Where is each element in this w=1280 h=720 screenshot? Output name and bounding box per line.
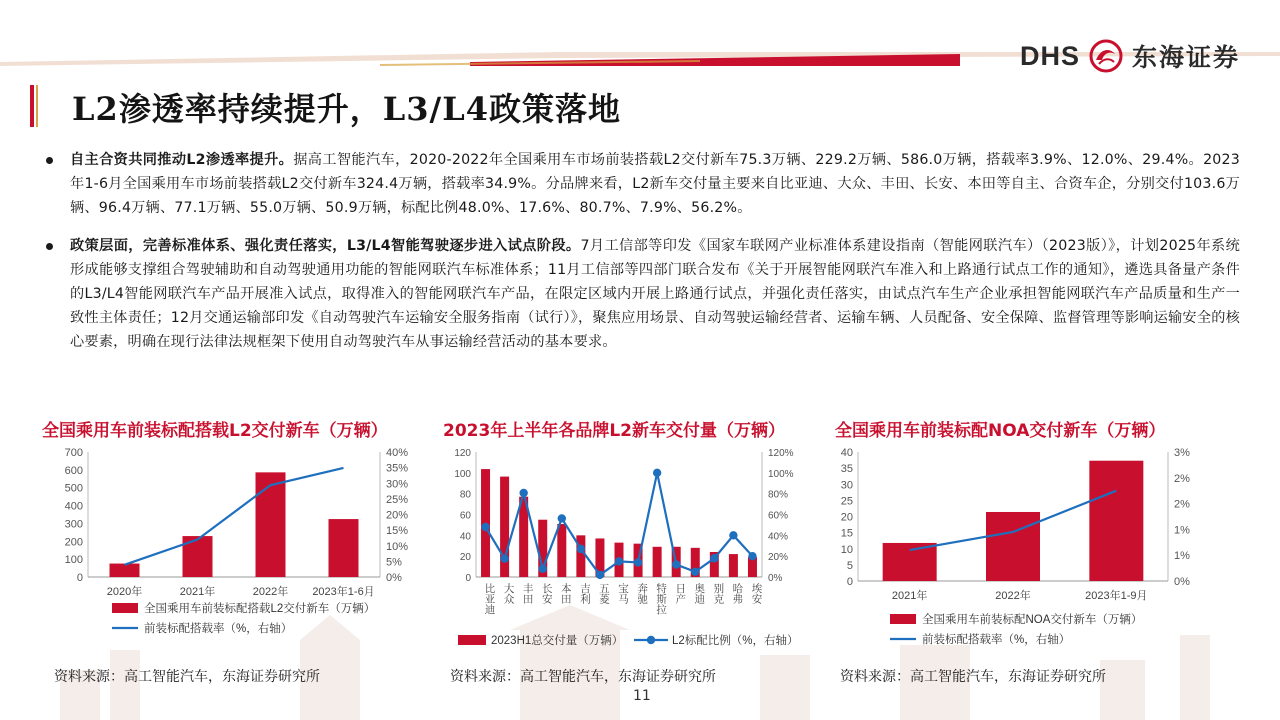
line-point-宝马 <box>615 557 623 565</box>
chart1-l2-deliveries <box>40 440 420 660</box>
source-note-1: 资料来源：高工智能汽车，东海证券研究所 <box>54 669 320 685</box>
y2-tick-label: 3% <box>1174 447 1190 459</box>
title-accent-bar <box>30 85 34 127</box>
y-tick-label: 100 <box>64 554 83 567</box>
bullet-list <box>44 148 1240 355</box>
bar-2022年 <box>256 472 286 577</box>
source-note-3: 资料来源：高工智能汽车，东海证券研究所 <box>840 669 1106 685</box>
title-accent-bar-gold <box>36 85 38 127</box>
line-point-别克 <box>710 554 718 562</box>
x-tick-label: 2022年 <box>252 586 289 598</box>
y2-tick-label: 120% <box>768 448 794 459</box>
y-tick-label: 0 <box>846 576 853 588</box>
bar-吉利 <box>576 535 585 577</box>
y-tick-label: 400 <box>64 500 83 513</box>
y-tick-label: 20 <box>840 511 853 524</box>
chart2-brand-deliveries <box>438 440 806 665</box>
bar-2022年 <box>986 512 1040 581</box>
x-tick-label: 2022年 <box>995 590 1031 602</box>
bullet-lead: 自主合资共同推动L2渗透率提升。 <box>70 152 294 168</box>
y2-tick-label: 1% <box>1174 524 1190 537</box>
line-point-丰田 <box>519 489 527 497</box>
x-tick-label: 比亚迪 <box>483 583 496 615</box>
y2-tick-label: 60% <box>768 510 789 522</box>
y2-tick-label: 2% <box>1174 498 1190 511</box>
bullet-dot <box>46 243 53 250</box>
y-tick-label: 0 <box>76 572 83 584</box>
x-tick-label: 埃安 <box>750 583 763 604</box>
y-tick-label: 35 <box>840 463 853 476</box>
x-tick-label: 2021年 <box>179 586 216 598</box>
logo-latin-text: DHS <box>1019 40 1080 71</box>
bar-本田 <box>557 524 566 577</box>
bullet-dot <box>46 157 53 164</box>
line-point-大众 <box>500 554 508 562</box>
page-number: 11 <box>633 688 651 704</box>
line-point-哈弗 <box>729 531 737 539</box>
x-tick-label: 2021年 <box>891 590 928 602</box>
y2-tick-label: 40% <box>386 447 409 459</box>
y2-tick-label: 15% <box>386 525 409 538</box>
logo-chinese-text: 东海证券 <box>1131 43 1240 72</box>
legend-line-label: L2标配比例（%，右轴） <box>672 635 799 647</box>
x-tick-label: 哈弗 <box>731 583 744 604</box>
x-tick-label: 别克 <box>712 583 725 604</box>
x-tick-label: 丰田 <box>521 583 534 604</box>
y2-tick-label: 1% <box>1174 550 1190 563</box>
y2-tick-label: 0% <box>768 573 783 584</box>
y-tick-label: 40 <box>459 531 471 543</box>
y-tick-label: 30 <box>840 479 853 492</box>
y-tick-label: 700 <box>64 447 83 459</box>
bar-哈弗 <box>729 554 738 577</box>
bar-2020年 <box>110 564 140 577</box>
line-point-埃安 <box>748 552 756 560</box>
x-tick-label: 特斯拉 <box>655 583 668 615</box>
legend-line-label: 前装标配搭载率（%，右轴） <box>144 623 293 635</box>
legend-bar-label: 全国乘用车前装标配搭载L2交付新车（万辆） <box>144 603 376 615</box>
y-tick-label: 200 <box>64 536 83 549</box>
y2-tick-label: 5% <box>386 556 402 569</box>
y2-tick-label: 2% <box>1174 472 1190 485</box>
company-logo <box>1020 36 1240 76</box>
line-point-吉利 <box>577 545 585 553</box>
y2-tick-label: 0% <box>386 572 402 584</box>
chart2-title: 2023年上半年各品牌L2新车交付量（万辆） <box>443 421 785 441</box>
chart1-title: 全国乘用车前装标配搭载L2交付新车（万辆） <box>42 421 388 441</box>
bar-2023年1-9月 <box>1089 461 1143 581</box>
bullet-policy <box>44 234 1240 355</box>
y-tick-label: 80 <box>459 489 471 501</box>
bullet-lead: 政策层面，完善标准体系、强化责任落实，L3/L4智能驾驶逐步进入试点阶段。 <box>70 237 581 254</box>
line-series-rate <box>125 468 344 565</box>
line-point-特斯拉 <box>653 469 661 477</box>
y-tick-label: 40 <box>840 447 853 459</box>
bar-2023年1-6月 <box>329 519 359 577</box>
x-tick-label: 奔驰 <box>636 583 649 604</box>
y2-tick-label: 40% <box>768 531 789 543</box>
bullet-l2-penetration <box>44 148 1240 221</box>
x-tick-label: 奥迪 <box>693 583 706 604</box>
y-tick-label: 100 <box>454 468 471 480</box>
y-tick-label: 0 <box>465 573 471 584</box>
y2-tick-label: 20% <box>768 552 789 564</box>
x-tick-label: 2023年1-9月 <box>1085 590 1148 602</box>
y2-tick-label: 25% <box>386 493 409 506</box>
y-tick-label: 10 <box>840 543 853 556</box>
y-tick-label: 60 <box>459 510 471 522</box>
line-point-奥迪 <box>691 568 699 576</box>
y-tick-label: 5 <box>846 559 853 572</box>
legend-bar-swatch <box>112 603 138 613</box>
x-tick-label: 宝马 <box>617 583 629 604</box>
y-tick-label: 20 <box>459 552 471 564</box>
source-note-2: 资料来源：高工智能汽车，东海证券研究所 <box>450 669 716 685</box>
x-tick-label: 本田 <box>559 583 572 604</box>
y-tick-label: 500 <box>64 482 83 495</box>
x-tick-label: 五菱 <box>597 583 610 604</box>
y-tick-label: 600 <box>64 464 83 477</box>
bullet-body: 7月工信部等印发《国家车联网产业标准体系建设指南（智能网联汽车）（2023版）》，计划2025年系统形成能够支撑组合驾驶辅助和自动驾驶通用功能的智能网联汽车标准体系；11月工信部等四部门联合发布《关于开展智能网联汽车准入和上路通行试点工作的通知》，遴选具备量产条件的L3/L4智能网联汽车产品开展准入试点，取得准入的智能网联汽车产品，在限定区域内开展上路通行试点，并强化责任落实，由试点汽车生产企业承担智能网联汽车产品质量和生产一致性主体责任；12月交通运输部印发《自动驾驶汽车运输安全服务指南（试行）》，聚焦应用场景、自动驾驶运输经营者、运输车辆、人员配备、安全保障、监督管理等影响运输安全的核心要素，明确在现行法律法规框架下使用自动驾驶汽车从事运输经营活动的基本要求。 <box>70 237 1240 351</box>
bullet-body: 据高工智能汽车，2020-2022年全国乘用车市场前装搭载L2交付新车75.3万辆、229.2万辆、586.0万辆，搭载率3.9%、12.0%、29.4%。2023年1-6月全国乘用车市场前装搭载L2交付新车324.4万辆，搭载率34.9%。分品牌来看，L2新车交付量主要来自比亚迪、大众、丰田、长安、本田等自主、合资车企，分别交付103.6万辆、96.4万辆、77.1万辆、55.0万辆、50.9万辆，标配比例48.0%、17.6%、80.7%、7.9%、56.2%。 <box>70 152 1240 217</box>
y2-tick-label: 35% <box>386 462 409 475</box>
bar-特斯拉 <box>653 547 662 577</box>
y2-tick-label: 10% <box>386 540 409 553</box>
legend-bar-swatch <box>890 614 916 624</box>
line-point-本田 <box>558 514 566 522</box>
bar-2021年 <box>883 543 937 581</box>
line-point-比亚迪 <box>481 523 489 531</box>
y-tick-label: 120 <box>454 448 471 459</box>
chart3-title: 全国乘用车前装标配NOA交付新车（万辆） <box>835 421 1166 441</box>
x-tick-label: 吉利 <box>578 583 591 604</box>
x-tick-label: 日产 <box>674 583 687 604</box>
x-tick-label: 2020年 <box>106 586 143 598</box>
x-tick-label: 2023年1-6月 <box>312 586 375 598</box>
line-point-日产 <box>672 560 680 568</box>
y-tick-label: 15 <box>840 527 853 540</box>
legend-bar-label: 全国乘用车前装标配NOA交付新车（万辆） <box>922 614 1143 626</box>
y2-tick-label: 80% <box>768 489 789 501</box>
page-title: L2渗透率持续提升，L3/L4政策落地 <box>72 90 621 128</box>
legend-line-marker <box>647 636 655 644</box>
wave-logo-icon <box>1088 38 1124 74</box>
x-tick-label: 长安 <box>540 583 553 604</box>
y2-tick-label: 0% <box>1174 576 1190 588</box>
y2-tick-label: 20% <box>386 509 409 522</box>
line-point-奔驰 <box>634 558 642 566</box>
line-point-五菱 <box>596 571 604 579</box>
legend-line-label: 前装标配搭载率（%，右轴） <box>922 634 1071 646</box>
y-tick-label: 25 <box>840 495 853 508</box>
chart3-noa-deliveries <box>820 440 1240 660</box>
x-tick-label: 大众 <box>502 583 515 604</box>
line-point-长安 <box>539 565 547 573</box>
y2-tick-label: 30% <box>386 478 409 491</box>
y-tick-label: 300 <box>64 518 83 531</box>
legend-bar-label: 2023H1总交付量（万辆） <box>491 635 624 647</box>
y2-tick-label: 100% <box>768 468 794 480</box>
legend-bar-swatch <box>458 635 486 645</box>
